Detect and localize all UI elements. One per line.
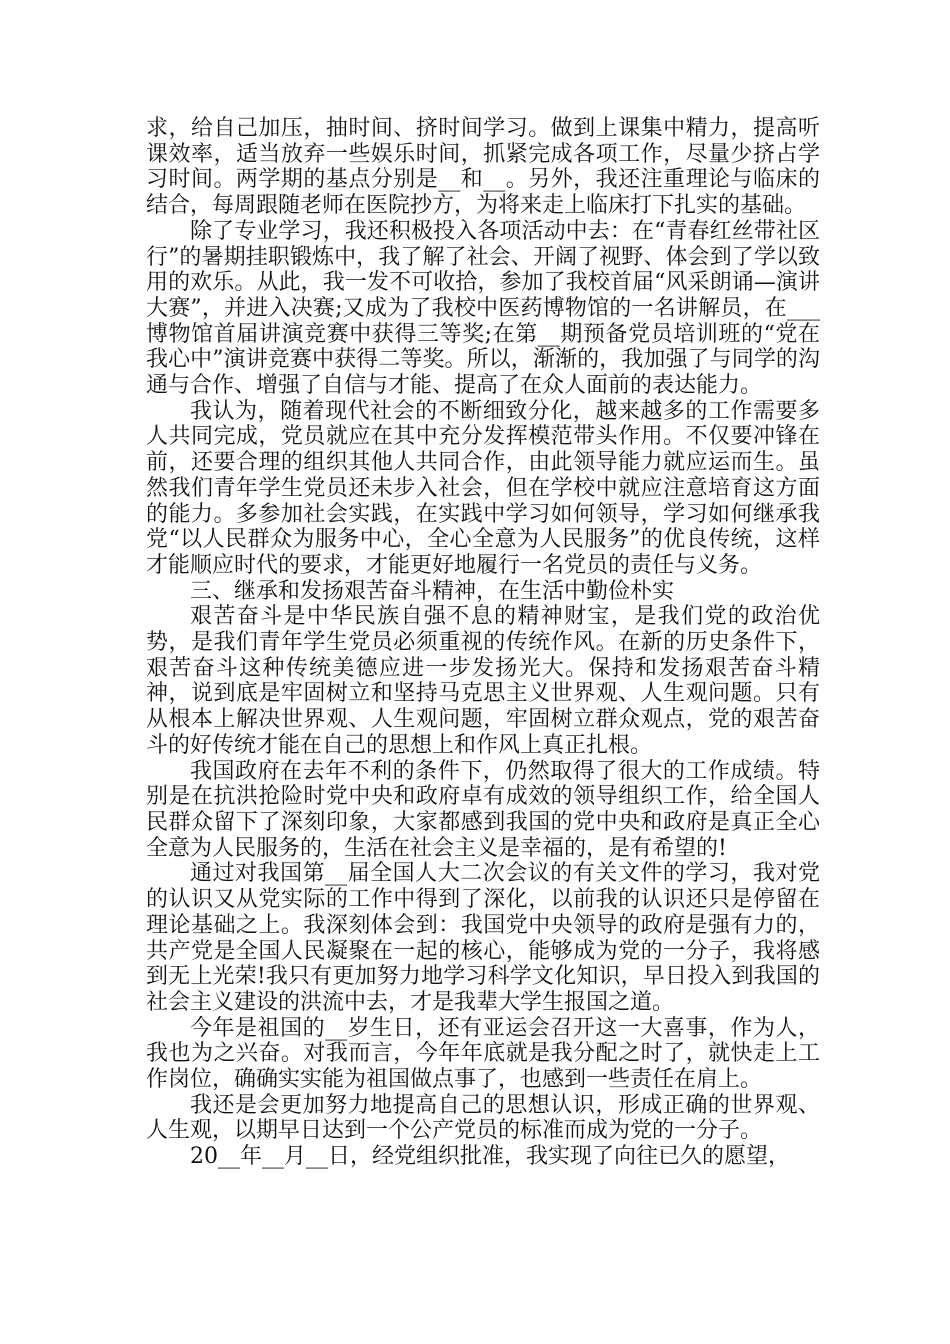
section-heading: 三、继承和发扬艰苦奋斗精神，在生活中勤俭朴实 [190,578,675,604]
paragraph-hard-work: 艰苦奋斗是中华民族自强不息的精神财宝，是我们党的政治优势，是我们青年学生党员必须重视的传统作风。在新的历史条件下，艰苦奋斗这种传统美德应进一步发扬光大。保持和发扬艰苦奋斗精神，说到底是牢固树立和坚持马克思主义世界观、人生观问题。只有从根本上解决世界观、人生观问题，牢固树立群众观点，党的艰苦奋斗的好传统才能在自己的思想上和作风上真正扎根。 [146,604,820,758]
paragraph-government: 我国政府在去年不利的条件下，仍然取得了很大的工作成绩。特别是在抗洪抢险时党中央和政府卓有成效的领导组织工作，给全国人民群众留下了深刻印象，大家都感到我国的党中央和政府是真正全心全意为人民服务的，生活在社会主义是幸福的，是有希望的! [146,758,820,861]
paragraph-commitment: 我还是会更加努力地提高自己的思想认识，形成正确的世界观、人生观，以期早日达到一个公产党员的标准而成为党的一分子。 [146,1092,820,1144]
paragraph-leadership: 我认为，随着现代社会的不断细致分化，越来越多的工作需要多人共同完成，党员就应在其中充分发挥模范带头作用。不仅要冲锋在前，还要合理的组织其他人共同合作，由此领导能力就应运而生。虽然我们青年学生党员还未步入社会，但在学校中就应注意培育这方面的能力。多参加社会实践，在实践中学习如何领导，学习如何继承我党“以人民群众为服务中心，全心全意为人民服务”的优良传统，这样才能顺应时代的要求，才能更好地履行一名党员的责任与义务。 [146,398,820,578]
paragraph-birthday: 今年是祖国的__岁生日，还有亚运会召开这一大喜事，作为人，我也为之兴奋。对我而言，今年年底就是我分配之时了，就快走上工作岗位，确确实实能为祖国做点事了，也感到一些责任在肩上。 [146,1015,820,1093]
paragraph-activities: 除了专业学习，我还积极投入各项活动中去：在“青春红丝带社区行”的暑期挂职锻炼中，我了解了社会、开阔了视野、体会到了学以致用的欢乐。从此，我一发不可收拾，参加了我校首届“风采朗诵—演讲大赛”，并进入决赛;又成为了我校中医药博物馆的一名讲解员，在___博物馆首届讲演竞赛中获得三等奖;在第__期预备党员培训班的“党在我心中”演讲竞赛中获得二等奖。所以，渐渐的，我加强了与同学的沟通与合作、增强了自信与才能、提高了在众人面前的表达能力。 [146,218,820,399]
paragraph-continuation: 求，给自己加压，抽时间、挤时间学习。做到上课集中精力，提高听课效率，适当放弃一些娱乐时间，抓紧完成各项工作，尽量少挤占学习时间。两学期的基点分别是__和__。另外，我还注重理论与临床的结合，每周跟随老师在医院抄方，为将来走上临床打下扎实的基础。 [146,116,820,219]
paragraph-date: 20__年__月__日，经党组织批准，我实现了向往已久的愿望， [190,1144,790,1170]
document-page [146,116,820,1170]
paragraph-congress-study: 通过对我国第__届全国人大二次会议的有关文件的学习，我对党的认识又从党实际的工作中得到了深化，以前我的认识还只是停留在理论基础之上。我深刻体会到：我国党中央领导的政府是强有力的，共产党是全国人民凝聚在一起的核心，能够成为党的一分子，我将感到无上光荣!我只有更加努力地学习科学文化知识，早日投入到我国的社会主义建设的洪流中去，才是我辈大学生报国之道。 [146,861,820,1015]
